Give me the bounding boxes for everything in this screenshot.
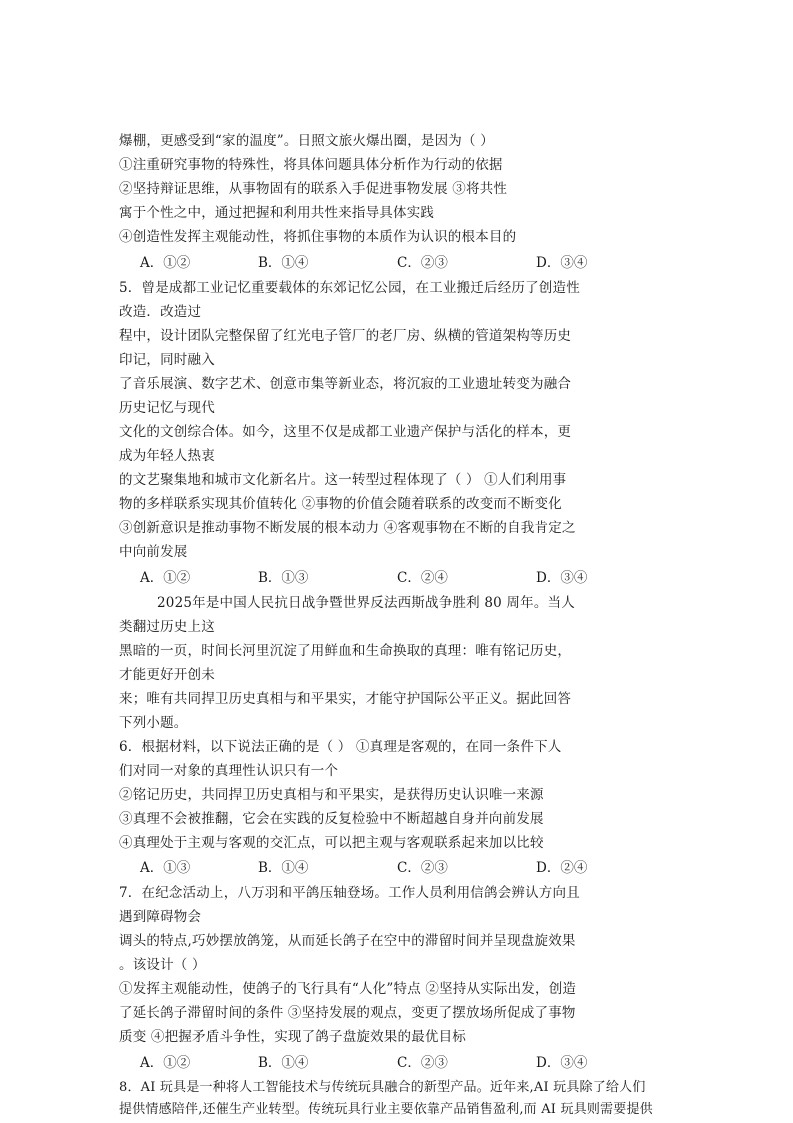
question-8-text: 8．AI 玩具是一种将人工智能技术与传统玩具融合的新型产品。近年来,AI 玩具除了给人们 (119, 1080, 646, 1095)
option-d: D．②④ (536, 860, 588, 876)
option-b: B．①③ (258, 570, 309, 586)
text-line: 改造．改造过 (119, 304, 202, 320)
text-line: ②铭记历史，共同捍卫历史真相与和平果实，是获得历史认识唯一来源 (119, 787, 544, 803)
option-b: B．①④ (258, 1055, 309, 1071)
text-line: 们对同一对象的真理性认识只有一个 (119, 763, 339, 779)
text-line: 了音乐展演、数字艺术、创意市集等新业态，将沉寂的工业遗址转变为融合 (119, 376, 572, 392)
option-d: D．③④ (536, 1055, 588, 1071)
text-line: 黑暗的一页，时间长河里沉淀了用鲜血和生命换取的真理：唯有铭记历史， (119, 643, 572, 659)
option-c: C．②③ (397, 1055, 448, 1071)
text-line: 才能更好开创未 (119, 667, 215, 683)
question-5-text: 5．曾是成都工业记忆重要载体的东郊记忆公园，在工业搬迁后经历了创造性 (119, 280, 580, 296)
text-line: ①注重研究事物的特殊性，将具体问题具体分析作为行动的依据 (119, 157, 503, 173)
text-line: 程中，设计团队完整保留了红光电子管厂的老厂房、纵横的管道架构等历史 (119, 328, 572, 344)
text-line: 质变 ④把握矛盾斗争性，实现了鸽子盘旋效果的最优目标 (119, 1029, 466, 1045)
text-line: 调头的特点,巧妙摆放鸽笼，从而延长鸽子在空中的滞留时间并呈现盘旋效果 (119, 933, 576, 949)
option-b: B．①④ (258, 860, 309, 876)
option-a: A．①② (140, 255, 191, 271)
text-line: 的文艺聚集地和城市文化新名片。这一转型过程体现了（ ） ①人们利用事 (119, 472, 567, 488)
text-line: 寓于个性之中，通过把握和利用共性来指导具体实践 (119, 205, 435, 221)
text-line: 了延长鸽子滞留时间的条件 ③坚持发展的观点，变更了摆放场所促成了事物 (119, 1005, 576, 1021)
text-line: 。该设计（ ） (119, 957, 206, 973)
text-line: 物的多样联系实现其价值转化 ②事物的价值会随着联系的改变而不断变化 (119, 496, 562, 512)
text-line: 提供情感陪伴,还催生产业转型。传统玩具行业主要依靠产品销售盈利,而 AI 玩具则需要提供 (119, 1102, 653, 1117)
text-line: ③创新意识是推动事物不断发展的根本动力 ④客观事物在不断的自我肯定之 (119, 520, 576, 536)
text-line: 爆棚，更感受到“家的温度”。日照文旅火爆出圈，是因为（ ） (119, 133, 494, 149)
answer-options-q5 (0, 569, 793, 587)
answer-options-q7 (0, 1054, 793, 1072)
text-line: ③真理不会被推翻，它会在实践的反复检验中不断超越自身并向前发展 (119, 811, 544, 827)
option-a: A．①② (140, 1055, 191, 1071)
option-c: C．②③ (397, 860, 448, 876)
question-6-text: 6．根据材料，以下说法正确的是（ ） ①真理是客观的，在同一条件下人 (119, 739, 562, 755)
option-c: C．②④ (397, 570, 448, 586)
option-a: A．①③ (140, 860, 191, 876)
text-line: 遇到障碍物会 (119, 909, 202, 925)
text-line: 文化的文创综合体。如今，这里不仅是成都工业遗产保护与活化的样本，更 (119, 424, 572, 440)
text-line: ①发挥主观能动性，使鸽子的飞行具有“人化”特点 ②坚持从实际出发，创造 (119, 981, 577, 997)
answer-options-q4 (0, 254, 793, 272)
passage-text: 2025年是中国人民抗日战争暨世界反法西斯战争胜利 80 周年。当人 (157, 595, 575, 611)
text-line: 印记，同时融入 (119, 352, 215, 368)
answer-options-q6 (0, 859, 793, 877)
option-d: D．③④ (536, 255, 588, 271)
option-c: C．②③ (397, 255, 448, 271)
text-line: 成为年轻人热衷 (119, 448, 215, 464)
text-line: 来；唯有共同捍卫历史真相与和平果实，才能守护国际公平正义。据此回答 (119, 691, 572, 707)
text-line: 历史记忆与现代 (119, 400, 215, 416)
option-a: A．①② (140, 570, 191, 586)
text-line: ④真理处于主观与客观的交汇点，可以把主观与客观联系起来加以比较 (119, 835, 544, 851)
text-line: 类翻过历史上这 (119, 619, 215, 635)
text-line: ④创造性发挥主观能动性，将抓住事物的本质作为认识的根本目的 (119, 229, 517, 245)
text-line: 中向前发展 (119, 544, 188, 560)
option-b: B．①④ (258, 255, 309, 271)
text-line: 下列小题。 (119, 715, 188, 731)
text-line: ②坚持辩证思维，从事物固有的联系入手促进事物发展 ③将共性 (119, 181, 508, 197)
question-7-text: 7．在纪念活动上，八万羽和平鸽压轴登场。工作人员利用信鸽会辨认方向且 (119, 885, 580, 901)
option-d: D．③④ (536, 570, 588, 586)
